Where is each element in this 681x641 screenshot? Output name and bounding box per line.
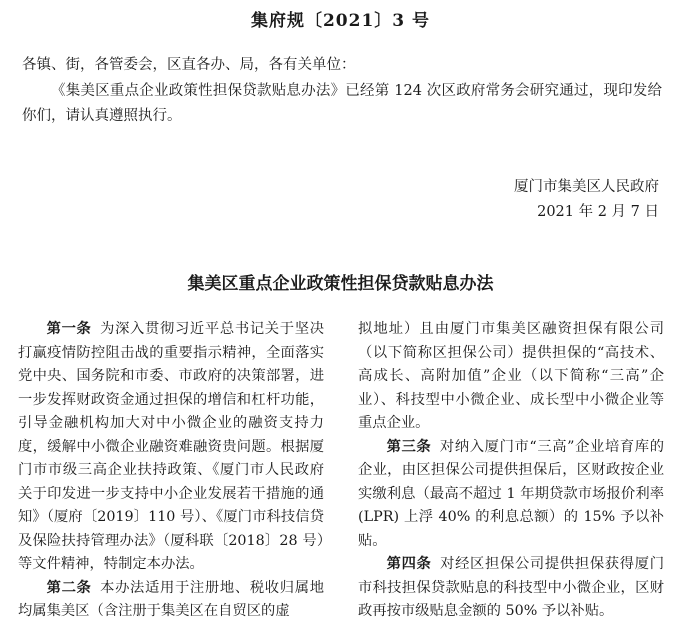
- right-column: [358, 318, 664, 624]
- notice-intro: 《集美区重点企业政策性担保贷款贴息办法》已经第 124 次区政府常务会研究通过，现印发给你们，请认真遵照执行。: [22, 83, 662, 124]
- article-text: 为深入贯彻习近平总书记关于坚决打赢疫情防控阻击战的重要指示精神，全面落实党中央、国务院和市委、市政府的决策部署，进一步发挥财政资金通过担保的增信和杠杆功能，引导金融机构加大对中小微企业的融资支持力度，缓解中小微企业融资难融资贵问题。根据厦门市市级三高企业扶持政策、《厦门市人民政府关于印发进一步支持中小企业发展若干措施的通知》（厦府〔2019〕110 号）、《厦门市科技信贷及保险扶持管理办法》（厦科联〔2018〕28 号）等文件精神，特制定本办法。: [18, 321, 325, 572]
- article-3: [358, 436, 664, 554]
- document-number: 集府规〔2021〕3 号: [250, 11, 431, 31]
- article-label: 第三条: [386, 438, 432, 455]
- article-text: 本办法适用于注册地、税收归属地均属集美区（含注册于集美区在自贸区的虚: [18, 579, 325, 619]
- left-column: [18, 318, 324, 624]
- issue-date: 2021 年 2 月 7 日: [537, 204, 659, 220]
- issuer-name: 厦门市集美区人民政府: [514, 179, 659, 195]
- article-label: 第二条: [46, 579, 92, 596]
- article-text: 对纳入厦门市“三高”企业培育库的企业，由区担保公司提供担保后，区财政按企业实缴利息（最高不超过 1 年期贷款市场报价利率 (LPR) 上浮 40% 的利息总额）的 15% 予以补贴。: [358, 438, 664, 549]
- article-text: 对经区担保公司提供担保获得厦门市科技担保贷款贴息的科技型中小微企业，区财政再按市级贴息金额的 50% 予以补贴。: [358, 556, 665, 619]
- salutation: 各镇、街，各管委会，区直各办、局，各有关单位：: [22, 57, 356, 73]
- policy-title: 集美区重点企业政策性担保贷款贴息办法: [187, 274, 494, 294]
- article-2-continued: [358, 318, 664, 436]
- article-1: [18, 318, 324, 577]
- article-2: [18, 577, 324, 624]
- article-label: 第一条: [46, 321, 92, 337]
- article-label: 第四条: [386, 556, 432, 572]
- article-text: 拟地址）且由厦门市集美区融资担保有限公司（以下简称区担保公司）提供担保的“高技术、高成长、高附加值”企业（以下简称“三高”企业）、科技型中小微企业、成长型中小微企业等重点企业。: [358, 321, 664, 431]
- article-4: [358, 553, 664, 624]
